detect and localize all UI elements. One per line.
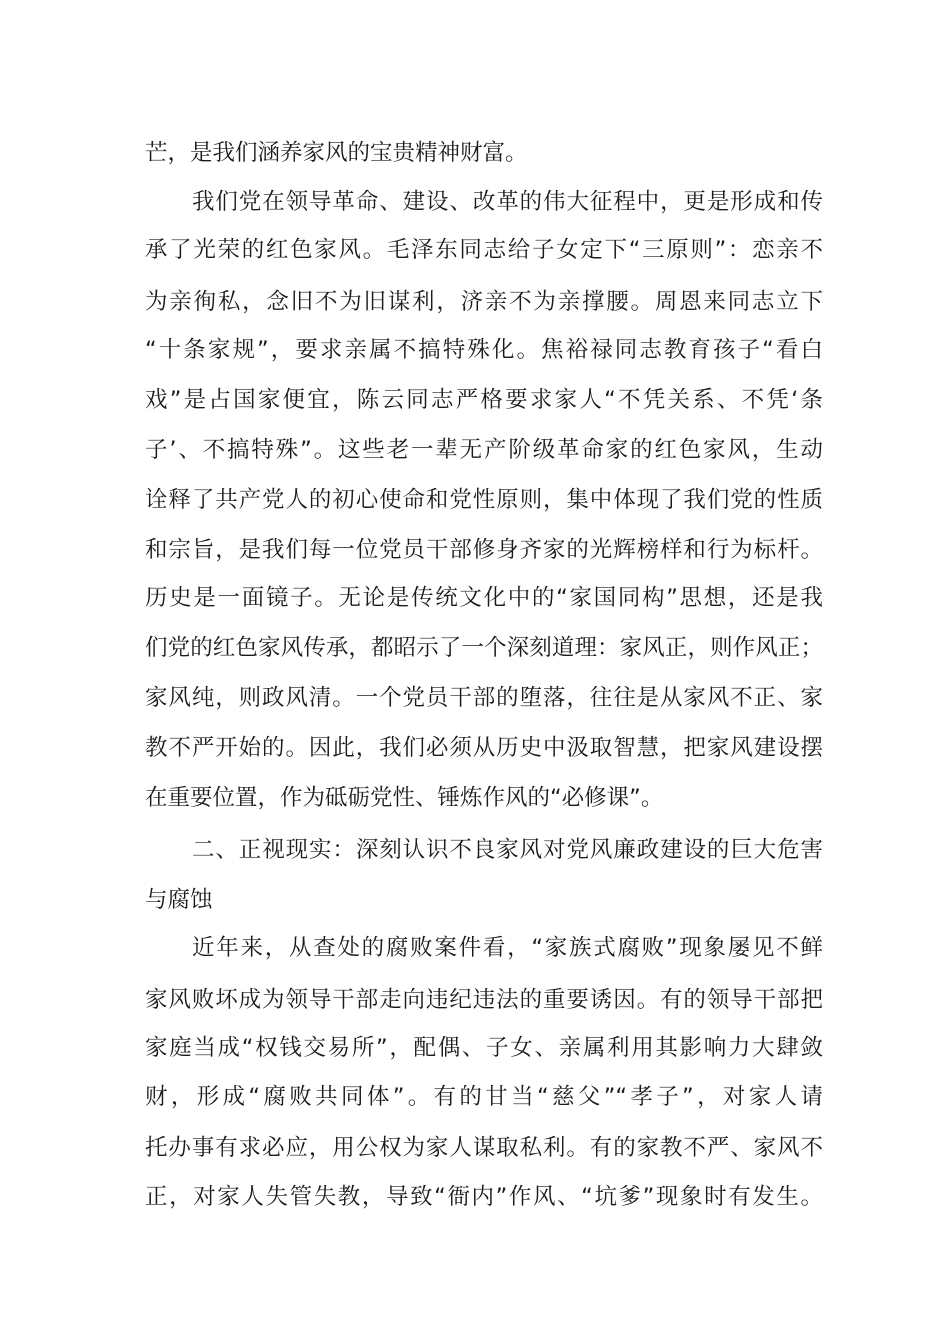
body-text-line: 诠释了共产党人的初心使命和党性原则，集中体现了我们党的性质 — [145, 487, 823, 513]
body-text-line: 正，对家人失管失教，导致“衙内”作风、“坑爹”现象时有发生。 — [145, 1184, 823, 1210]
section-heading-continued: 与腐蚀 — [145, 887, 213, 913]
body-text-line: 们党的红色家风传承，都昭示了一个深刻道理：家风正，则作风正； — [145, 635, 823, 661]
body-text-line: 芒，是我们涵养家风的宝贵精神财富。 — [145, 140, 528, 166]
body-text-line: “十条家规”，要求亲属不搞特殊化。焦裕禄同志教育孩子“看白 — [145, 337, 823, 363]
body-text-line: 和宗旨，是我们每一位党员干部修身齐家的光辉榜样和行为标杆。 — [145, 537, 823, 563]
body-text-line: 承了光荣的红色家风。毛泽东同志给子女定下“三原则”：恋亲不 — [145, 237, 823, 263]
body-text-line: 托办事有求必应，用公权为家人谋取私利。有的家教不严、家风不 — [145, 1135, 823, 1161]
body-text-line: 家风败坏成为领导干部走向违纪违法的重要诱因。有的领导干部把 — [145, 987, 823, 1013]
body-text-line: 家庭当成“权钱交易所”，配偶、子女、亲属利用其影响力大肆敛 — [145, 1035, 823, 1061]
body-text-line: 子’、不搞特殊”。这些老一辈无产阶级革命家的红色家风，生动 — [145, 437, 823, 463]
section-heading: 二、正视现实：深刻认识不良家风对党风廉政建设的巨大危害 — [192, 837, 823, 863]
paragraph-first-line: 近年来，从查处的腐败案件看，“家族式腐败”现象屡见不鲜 — [192, 935, 823, 961]
body-text-line: 在重要位置，作为砥砺党性、锤炼作风的“必修课”。 — [145, 785, 664, 811]
body-text-line: 财，形成“腐败共同体”。有的甘当“慈父”“孝子”，对家人请 — [145, 1084, 823, 1110]
body-text-line: 教不严开始的。因此，我们必须从历史中汲取智慧，把家风建设摆 — [145, 735, 823, 761]
body-text-line: 为亲徇私，念旧不为旧谋利，济亲不为亲撑腰。周恩来同志立下 — [145, 289, 823, 315]
body-text-line: 历史是一面镜子。无论是传统文化中的“家国同构”思想，还是我 — [145, 585, 823, 611]
body-text-line: 家风纯，则政风清。一个党员干部的堕落，往往是从家风不正、家 — [145, 685, 823, 711]
paragraph-first-line: 我们党在领导革命、建设、改革的伟大征程中，更是形成和传 — [192, 189, 823, 215]
body-text-line: 戏”是占国家便宜，陈云同志严格要求家人“不凭关系、不凭‘条 — [145, 387, 823, 413]
